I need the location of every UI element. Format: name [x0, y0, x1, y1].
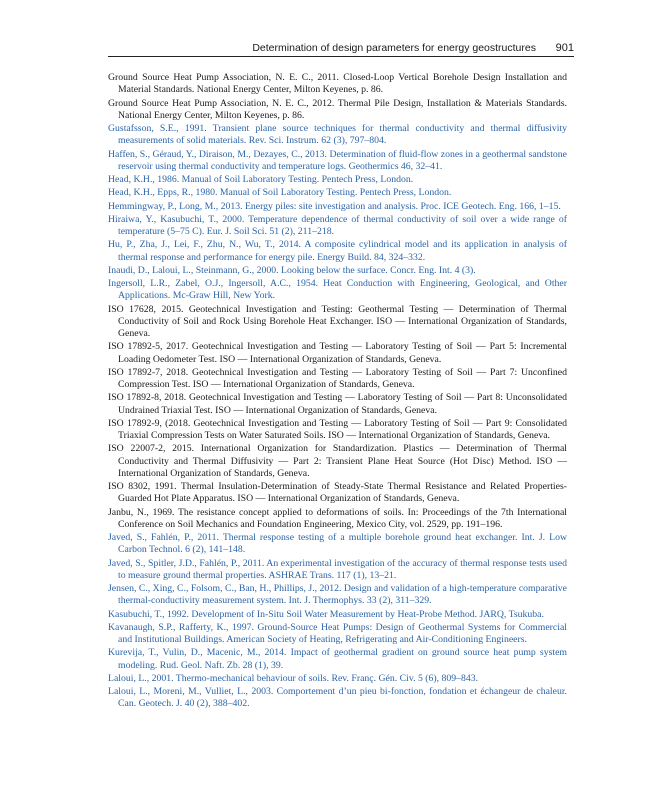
reference-entry[interactable]: Javed, S., Spitler, J.D., Fahlén, P., 2011. An experimental investigation of the accuracy of thermal response tests used to measure ground thermal properties. ASHRAE Trans. 117 (1), 13–21. [108, 557, 567, 581]
reference-entry: ISO 22007-2, 2015. International Organization for Standardization. Plastics — Determination of Thermal Conductivity and Thermal Diffusivity — Part 2: Transient Plane Heat Source (Hot Disc) Method. ISO — International Organization of Standards, Geneva. [108, 443, 567, 479]
reference-entry: Ground Source Heat Pump Association, N. E. C., 2011. Closed-Loop Vertical Borehole Design Installation and Material Standards. National Energy Center, Milton Keyenes, p. 86. [108, 72, 567, 96]
reference-entry[interactable]: Kavanaugh, S.P., Rafferty, K., 1997. Ground-Source Heat Pumps: Design of Geothermal Systems for Commercial and Institutional Buildings. American Society of Heating, Refrigerating and Air-Conditioning Engineers. [108, 621, 567, 646]
reference-entry: Ground Source Heat Pump Association, N. E. C., 2012. Thermal Pile Design, Installation & Materials Standards. National Energy Center, Milton Keyenes, p. 86. [108, 97, 567, 121]
running-header [108, 42, 574, 57]
reference-list [108, 72, 567, 712]
reference-entry: ISO 17628, 2015. Geotechnical Investigation and Testing: Geothermal Testing — Determination of Thermal Conductivity of Soil and Rock Using Borehole Heat Exchanger. ISO — International Organization of Standards, Geneva. [108, 303, 567, 340]
running-title: Determination of design parameters for energy geostructures [252, 42, 536, 54]
reference-entry: ISO 17892-5, 2017. Geotechnical Investigation and Testing — Laboratory Testing of Soil — Part 5: Incremental Loading Oedometer Test. ISO — International Organization of Standards, Geneva. [108, 341, 567, 365]
reference-entry: ISO 17892-8, 2018. Geotechnical Investigation and Testing — Laboratory Testing of Soil — Part 8: Unconsolidated Undrained Triaxial Test. ISO — International Organization of Standards, Geneva. [108, 392, 567, 416]
reference-entry: ISO 17892-7, 2018. Geotechnical Investigation and Testing — Laboratory Testing of Soil — Part 7: Unconfined Compression Test. ISO — International Organization of Standards, Geneva. [108, 366, 567, 391]
page-number: 901 [555, 42, 574, 54]
reference-entry[interactable]: Hu, P., Zha, J., Lei, F., Zhu, N., Wu, T., 2014. A composite cylindrical model and its application in analysis of thermal response and performance for energy pile. Energy Build. 84, 324–332. [108, 239, 567, 263]
reference-entry[interactable]: Head, K.H., 1986. Manual of Soil Laboratory Testing. Pentech Press, London. [108, 174, 414, 185]
reference-entry[interactable]: Inaudi, D., Laloui, L., Steinmann, G., 2000. Looking below the surface. Concr. Eng. Int. 4 (3). [108, 264, 476, 276]
reference-entry[interactable]: Gustafsson, S.E., 1991. Transient plane source techniques for thermal conductivity and thermal diffusivity measurements of solid materials. Rev. Sci. Instrum. 62 (3), 797–804. [108, 123, 567, 147]
reference-entry[interactable]: Kurevija, T., Vulin, D., Macenic, M., 2014. Impact of geothermal gradient on ground source heat pump system modeling. Rud. Geol. Naft. Zb. 28 (1), 39. [108, 647, 567, 671]
reference-entry[interactable]: Kasubuchi, T., 1992. Development of In-Situ Soil Water Measurement by Heat-Probe Method. JARQ, Tsukuba. [108, 608, 544, 620]
reference-entry: ISO 17892-9, (2018. Geotechnical Investigation and Testing — Laboratory Testing of Soil — Part 9: Consolidated Triaxial Compression Tests on Water Saturated Soils. ISO — International Organization of Standards, Geneva. [108, 417, 567, 442]
reference-entry[interactable]: Jensen, C., Xing, C., Folsom, C., Ban, H., Phillips, J., 2012. Design and validation of a high-temperature comparative thermal-conductivity measurement system. Int. J. Thermophys. 33 (2), 311–329. [108, 583, 568, 607]
reference-entry[interactable]: Ingersoll, L.R., Zabel, O.J., Ingersoll, A.C., 1954. Heat Conduction with Engineering, Geological, and Other Applications. Mc-Graw Hill, New York. [108, 278, 567, 302]
reference-entry[interactable]: Haffen, S., Géraud, Y., Diraison, M., Dezayes, C., 2013. Determination of fluid-flow zones in a geothermal sandstone reservoir using thermal conductivity and temperature logs. Geothermics 46, 32–41. [108, 148, 567, 172]
reference-entry[interactable]: Hemmingway, P., Long, M., 2013. Energy piles: site investigation and analysis. Proc. ICE Geotech. Eng. 166, 1–15. [108, 200, 561, 212]
reference-entry[interactable]: Head, K.H., Epps, R., 1980. Manual of Soil Laboratory Testing. Pentech Press, London. [108, 187, 452, 199]
reference-entry: ISO 8302, 1991. Thermal Insulation-Determination of Steady-State Thermal Resistance and Related Properties-Guarded Hot Plate Apparatus. ISO — International Organization of Standards, Geneva. [108, 481, 567, 505]
reference-entry[interactable]: Laloui, L., 2001. Thermo-mechanical behaviour of soils. Rev. Franç. Gén. Civ. 5 (6), 809–843. [108, 672, 479, 684]
reference-entry[interactable]: Javed, S., Fahlén, P., 2011. Thermal response testing of a multiple borehole ground heat exchanger. Int. J. Low Carbon Technol. 6 (2), 141–148. [108, 532, 567, 556]
reference-entry[interactable]: Hiraiwa, Y., Kasubuchi, T., 2000. Temperature dependence of thermal conductivity of soil over a wide range of temperature (5–75 C). Eur. J. Soil Sci. 51 (2), 211–218. [108, 213, 567, 238]
reference-entry: Janbu, N., 1969. The resistance concept applied to deformations of soils. In: Proceedings of the 7th International Conference on Soil Mechanics and Foundation Engineering, Mexico City, vol. 2529, pp. 191–196. [108, 506, 567, 530]
reference-entry[interactable]: Laloui, L., Moreni, M., Vulliet, L., 2003. Comportement d’un pieu bi-fonction, fondation et échangeur de chaleur. Can. Geotech. J. 40 (2), 388–402. [108, 686, 567, 710]
